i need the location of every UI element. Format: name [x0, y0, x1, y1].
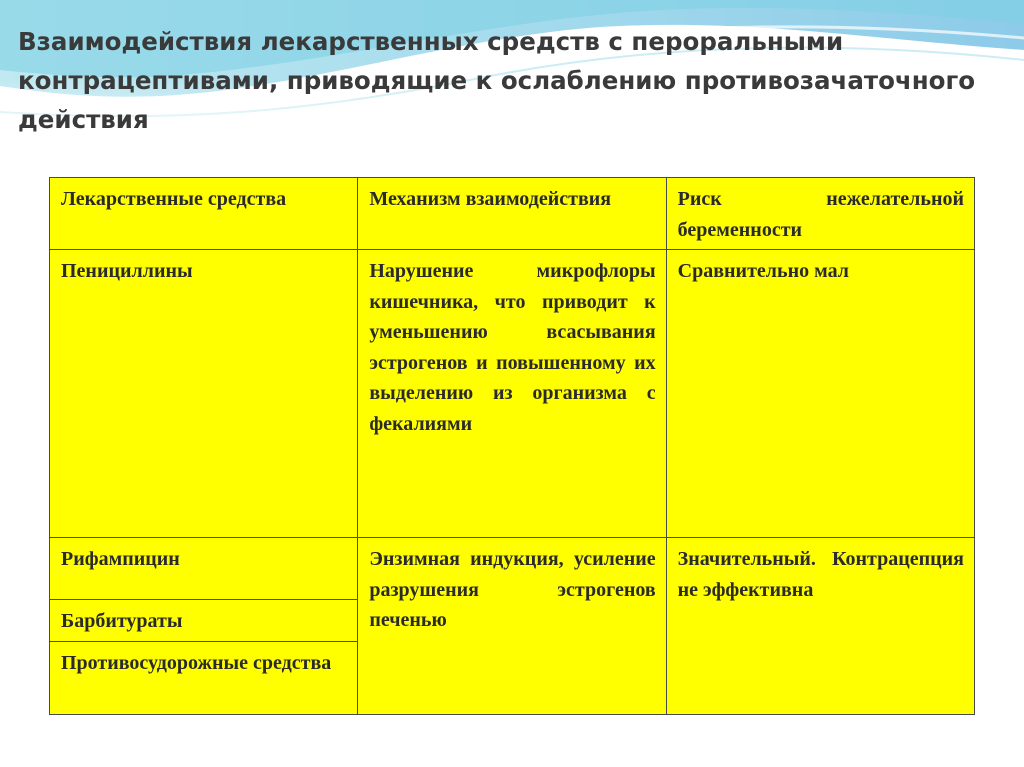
mechanism-cell: Нарушение микрофлоры кишечника, что приводит к уменьшению всасывания эстрогенов и повышенному их выделению из организма с фекалиями	[358, 250, 666, 538]
drug-cell: Противосудорожные средства	[50, 642, 358, 715]
risk-cell: Значительный. Контрацепция не эффективна	[666, 538, 974, 715]
interaction-table	[49, 177, 975, 715]
drug-cell: Рифампицин	[50, 538, 358, 600]
table-row	[50, 250, 975, 538]
mechanism-cell: Энзимная индукция, усиление разрушения эстрогенов печенью	[358, 538, 666, 715]
slide-title: Взаимодействия лекарственных средств с пероральными контрацептивами, приводящие к ослаблению противозачаточного действия	[18, 27, 976, 134]
table-row	[50, 538, 975, 600]
risk-cell: Сравнительно мал	[666, 250, 974, 538]
header-drugs: Лекарственные средства	[50, 178, 358, 250]
header-mechanism: Механизм взаимодействия	[358, 178, 666, 250]
drug-cell: Пенициллины	[50, 250, 358, 538]
header-risk: Риск нежелательной беременности	[666, 178, 974, 250]
header-row	[50, 178, 975, 250]
drug-cell: Барбитураты	[50, 600, 358, 642]
